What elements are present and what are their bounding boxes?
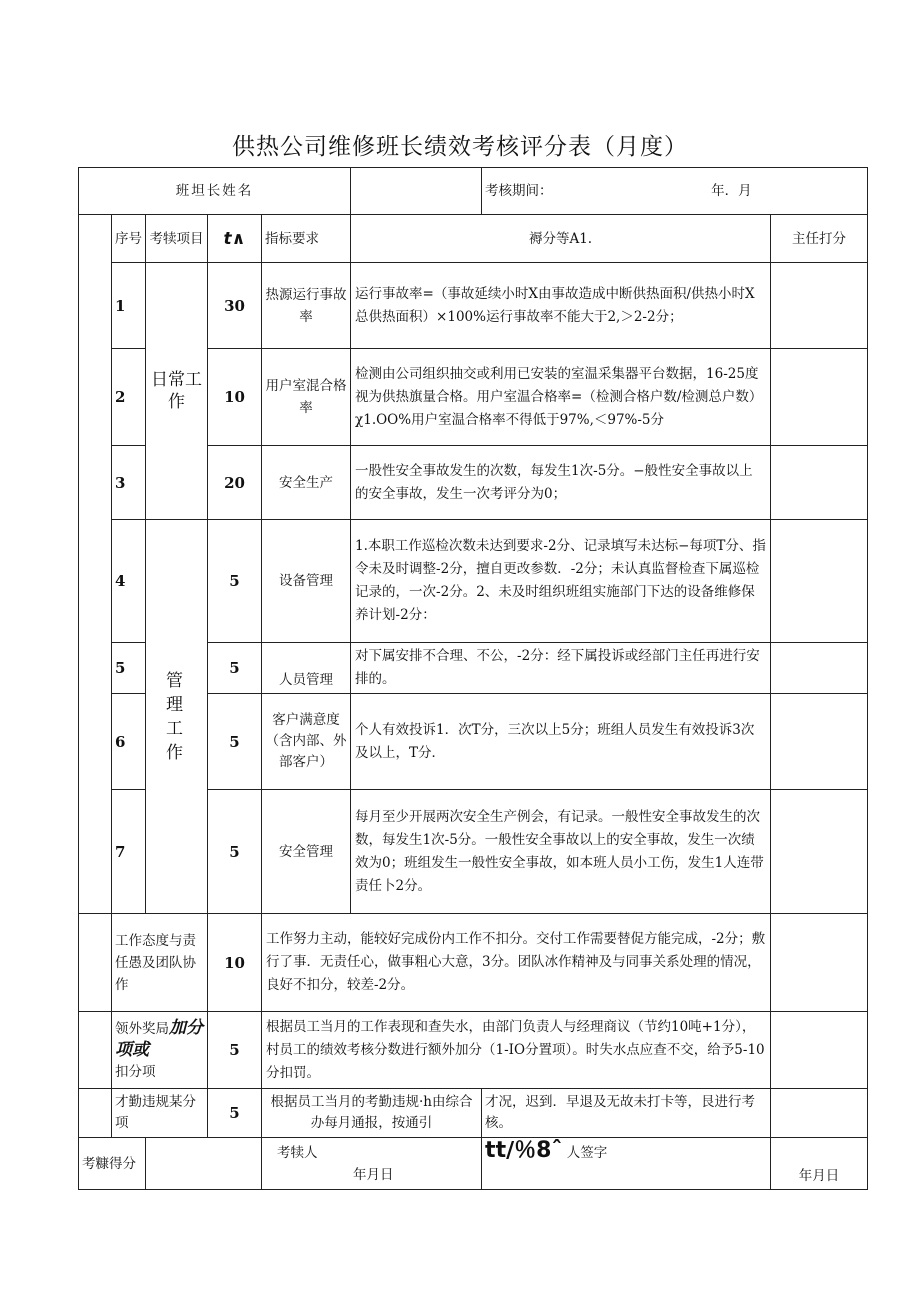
table-row (79, 520, 868, 643)
row-weight: 20 (208, 446, 262, 520)
row-score-input[interactable] (771, 790, 868, 914)
period-cell (482, 168, 868, 215)
row-indicator: 用户室混合格率 (262, 349, 351, 446)
row-score-input[interactable] (771, 263, 868, 349)
date-2: 年月日 (771, 1138, 868, 1190)
attendance-criteria-a: 根据员工当月的考勤违规·h由综合办每月通报，按通引 (262, 1089, 482, 1138)
row-indicator: 安全管理 (262, 790, 351, 914)
table-row (79, 263, 868, 349)
attitude-label: 工作态度与责任愚及团队协作 (112, 914, 208, 1012)
row-criteria: 运行事故率=（事故延续小时X由事故造成中断供热面积/供热小时X总供热面积）×100%运行事故率不能大于2,＞2-2分； (351, 263, 771, 349)
page-title: 供热公司维修班长绩效考核评分表（月度） (232, 134, 688, 160)
row-score-input[interactable] (771, 643, 868, 694)
bonus-score-input[interactable] (771, 1012, 868, 1089)
leader-name-label: 班坦长姓名 (79, 168, 351, 215)
row-score-input[interactable] (771, 694, 868, 790)
row-weight: 5 (208, 694, 262, 790)
row-seq: 6 (112, 694, 146, 790)
row-indicator: 客户满意度（含内部、外部客户） (262, 694, 351, 790)
leader-name-value[interactable] (351, 168, 482, 215)
row-score-input[interactable] (771, 349, 868, 446)
bonus-weight: 5 (208, 1012, 262, 1089)
bonus-label-c: 扣分项 (115, 1063, 156, 1080)
bonus-label (112, 1012, 208, 1089)
attendance-score-input[interactable] (771, 1089, 868, 1138)
attitude-score-input[interactable] (771, 914, 868, 1012)
attendance-criteria-b: 才况，迟到．早退及无故未打卡等，艮进行考核。 (482, 1089, 771, 1138)
row-score-input[interactable] (771, 446, 868, 520)
bonus-criteria: 根据员工当月的工作表现和查失水，由部门负责人与经理商议（节约10吨+1分），村员工的绩效考核分数进行额外加分（1-IO分置项）。时失水点应查不交，给予5-10分扣罚。 (262, 1012, 771, 1089)
attendance-label: 才勤违规某分项 (112, 1089, 208, 1138)
period-label: 考核期间： (485, 183, 553, 199)
row-seq: 2 (112, 349, 146, 446)
row-criteria: 每月至少开展两次安全生产例会，有记录。一般性安全事故发生的次数，每发生1次-5分。一般性安全事故以上的安全事故，发生一次绩效为0；班组发生一般性安全事故，如本班人员小工伤，发生1人连带责任卜2分。 (351, 790, 771, 914)
row-score-input[interactable] (771, 520, 868, 643)
row-seq: 5 (112, 643, 146, 694)
row-criteria: 对下属安排不合理、不公，-2分：经下属投诉或经部门主任再进行安排的。 (351, 643, 771, 694)
evaluation-table (78, 167, 868, 1190)
col-weight: t∧ (208, 215, 262, 263)
col-score: 主任打分 (771, 215, 868, 263)
left-margin-cell (79, 914, 112, 1012)
row-criteria: 1.本职工作巡检次数未达到要求-2分、记录填写未达标−每项T分、指令未及时调整-2分，擅自更改参数．-2分；未认真监督检查下属巡检记录的，一次-2分。2、未及时组织班组实施部门下达的设备维修保养计划-2分： (351, 520, 771, 643)
row-seq: 4 (112, 520, 146, 643)
col-item: 考犊项目 (146, 215, 208, 263)
col-indicator: 指标要求 (262, 215, 351, 263)
col-criteria: 褥分等A1. (351, 215, 771, 263)
score-label: 考糠得分 (79, 1138, 146, 1190)
group-daily: 日常工作 (146, 263, 208, 520)
assessor-label: 考犊人 (277, 1144, 318, 1161)
left-margin-cell (79, 1089, 112, 1138)
row-weight: 10 (208, 349, 262, 446)
table-row-attendance (79, 1089, 868, 1138)
date-1: 年月日 (353, 1166, 394, 1183)
attitude-weight: 10 (208, 914, 262, 1012)
bonus-label-b: 加分项或 (115, 1017, 203, 1060)
row-indicator: 人员管理 (262, 643, 351, 694)
row-criteria: 个人有效投诉1．次T分，三次以上5分；班组人员发生有效投诉3次及以上，T分． (351, 694, 771, 790)
period-value: 年．月 (711, 183, 752, 199)
row-seq: 7 (112, 790, 146, 914)
row-weight: 5 (208, 790, 262, 914)
row-indicator: 设备管理 (262, 520, 351, 643)
table-row-attitude (79, 914, 868, 1012)
row-indicator: 安全生产 (262, 446, 351, 520)
score-value[interactable] (146, 1138, 262, 1190)
signature-cell[interactable] (482, 1138, 771, 1190)
bonus-label-a: 领外奖局 (115, 1020, 169, 1037)
sign-label-a: tt∕％8ˆ (485, 1138, 563, 1163)
row-weight: 30 (208, 263, 262, 349)
row-criteria: 检测由公司组织抽交或利用已安装的室温采集器平台数据，16-25度视为供热旗量合格。用户室温合格率=（检测合格户数/检测总户数）χ1.OO%用户室温合格率不得低于97%,＜97%-5分 (351, 349, 771, 446)
attendance-weight: 5 (208, 1089, 262, 1138)
table-row-bonus (79, 1012, 868, 1089)
row-weight: 5 (208, 643, 262, 694)
footer-row (79, 1138, 868, 1190)
col-seq: 序号 (112, 215, 146, 263)
row-weight: 5 (208, 520, 262, 643)
row-seq: 3 (112, 446, 146, 520)
left-margin-cell (79, 1012, 112, 1089)
sign-label-b: 人签字 (566, 1145, 608, 1161)
row-criteria: 一股性安全事故发生的次数，每发生1次-5分。−般性安全事故以上的安全事故，发生一次考评分为0； (351, 446, 771, 520)
assessor-cell[interactable] (262, 1138, 482, 1190)
row-indicator: 热源运行事故率 (262, 263, 351, 349)
row-seq: 1 (112, 263, 146, 349)
group-mgmt: 管理工作 (146, 520, 208, 914)
attitude-criteria: 工作努力主动，能较好完成份内工作不扣分。交付工作需要替促方能完成，-2分；敷行了事．无责任心，做事粗心大意，3分。团队冰作精神及与同事关系处理的情况，良好不扣分，较差-2分。 (262, 914, 771, 1012)
left-margin-cell (79, 215, 112, 914)
